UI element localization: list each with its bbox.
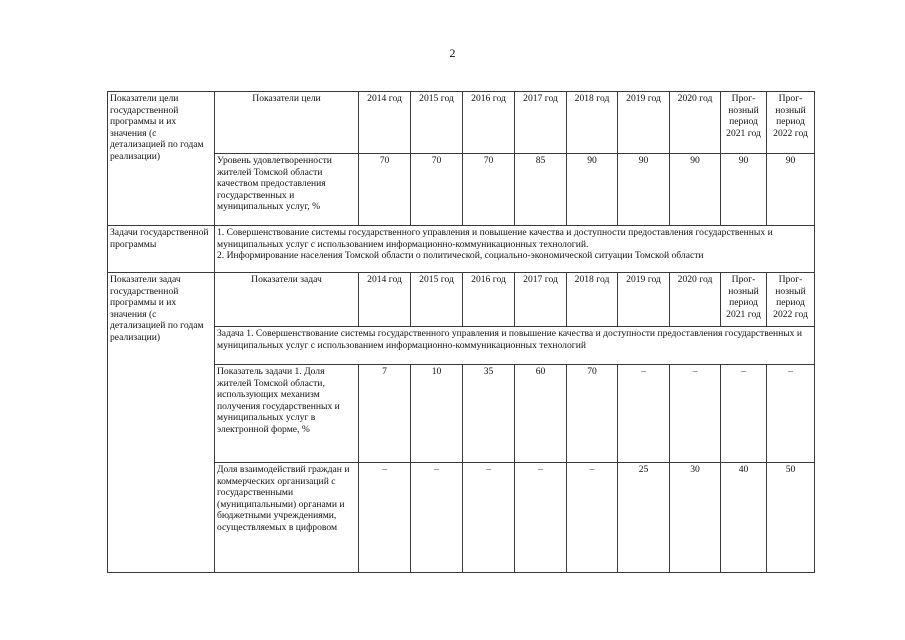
task-year-header: 2014 год: [359, 273, 411, 327]
task-1-description: Задача 1. Совершенствование системы государственного управления и повышение качества и доступности предоставления государственных и муниципальных услуг с использованием информационно-коммуникационных технологий: [215, 327, 815, 365]
task-indicator-row: [108, 463, 815, 573]
task-year-header: 2020 год: [670, 273, 721, 327]
goal-indicator-value: 70: [359, 154, 411, 226]
task-year-header: 2015 год: [411, 273, 463, 327]
task-indicator-value: –: [515, 463, 567, 573]
task-forecast-header: Прог-нозный период 2022 год: [767, 273, 815, 327]
task-indicator-value: –: [359, 463, 411, 573]
task-indicator-value: 60: [515, 365, 567, 463]
goal-forecast-header: Прог-нозный период 2022 год: [767, 92, 815, 154]
goal-year-header: 2020 год: [670, 92, 721, 154]
goal-indicator-value: 90: [767, 154, 815, 226]
task-indicator-value: –: [618, 365, 670, 463]
task-indicator-name: Показатель задачи 1. Доля жителей Томской области, использующих механизм получения государственных и муниципальных услуг в электронной форме, %: [215, 365, 359, 463]
task-year-header: 2017 год: [515, 273, 567, 327]
tasks-text: [215, 226, 815, 273]
task-indicator-value: –: [567, 463, 618, 573]
task-indicator-value: 30: [670, 463, 721, 573]
goal-indicator-value: 90: [567, 154, 618, 226]
task-indicators-title: Показатели задач: [215, 273, 359, 327]
task-indicator-value: –: [721, 365, 767, 463]
task-indicators-section-label: Показатели задач государственной программы и их значения (с детализацией по годам реализации): [108, 273, 215, 573]
goal-year-header: 2017 год: [515, 92, 567, 154]
goal-year-header: 2018 год: [567, 92, 618, 154]
goal-header-row: [108, 92, 815, 154]
goal-year-header: 2015 год: [411, 92, 463, 154]
goal-year-header: 2014 год: [359, 92, 411, 154]
goal-indicator-value: 85: [515, 154, 567, 226]
goal-forecast-header: Прог-нозный период 2021 год: [721, 92, 767, 154]
task-indicator-value: 35: [463, 365, 515, 463]
goal-section-label: Показатели цели государственной программы и их значения (с детализацией по годам реализации): [108, 92, 215, 226]
task-year-header: 2018 год: [567, 273, 618, 327]
task-year-header: 2016 год: [463, 273, 515, 327]
goal-indicator-row: [108, 154, 815, 226]
task-forecast-header: Прог-нозный период 2021 год: [721, 273, 767, 327]
task-1-row: [108, 327, 815, 365]
goal-year-header: 2019 год: [618, 92, 670, 154]
program-passport-table: [107, 91, 815, 573]
goal-year-header: 2016 год: [463, 92, 515, 154]
task-indicator-value: 50: [767, 463, 815, 573]
goal-indicator-value: 90: [618, 154, 670, 226]
goal-indicator-value: 90: [721, 154, 767, 226]
goal-indicator-value: 70: [411, 154, 463, 226]
task-indicator-value: 7: [359, 365, 411, 463]
task-indicator-value: 25: [618, 463, 670, 573]
task-indicator-value: –: [670, 365, 721, 463]
task-indicator-value: 70: [567, 365, 618, 463]
page-number: 2: [449, 46, 456, 60]
tasks-section-label: Задачи государственной программы: [108, 226, 215, 273]
task-indicator-value: 10: [411, 365, 463, 463]
goal-indicator-value: 90: [670, 154, 721, 226]
task-indicator-row: [108, 365, 815, 463]
task-indicators-header-row: [108, 273, 815, 327]
task-year-header: 2019 год: [618, 273, 670, 327]
tasks-row: [108, 226, 815, 273]
task-indicator-value: 40: [721, 463, 767, 573]
task-1-text: 1. Совершенствование системы государственного управления и повышение качества и доступности предоставления государственных и муниципальных услуг с использованием информационно-коммуникационных технологий.: [217, 227, 773, 250]
task-indicator-name: Доля взаимодействий граждан и коммерческих организаций с государственными (муниципальными) органами и бюджетными учреждениями, осуществляемых в цифровом: [215, 463, 359, 573]
task-indicator-value: –: [767, 365, 815, 463]
goal-indicator-name: Уровень удовлетворенности жителей Томской области качеством предоставления государственных и муниципальных услуг, %: [215, 154, 359, 226]
task-indicator-value: –: [463, 463, 515, 573]
task-2-text: 2. Информирование населения Томской области о политической, социально-экономической ситуации Томской области: [217, 250, 704, 262]
goal-indicator-value: 70: [463, 154, 515, 226]
task-indicator-value: –: [411, 463, 463, 573]
goal-indicators-title: Показатели цели: [215, 92, 359, 154]
